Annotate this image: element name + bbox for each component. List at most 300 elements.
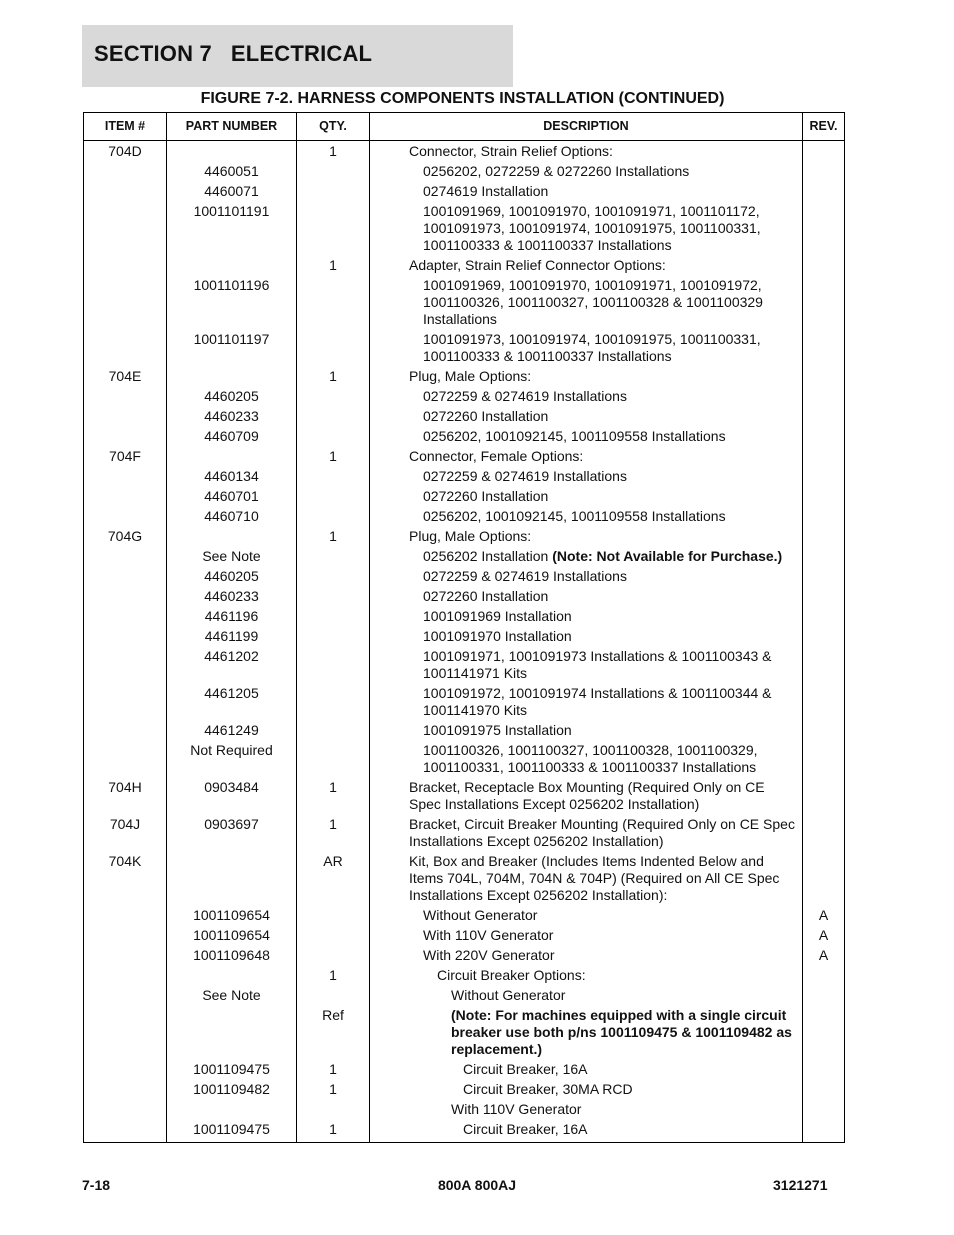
section-title: SECTION 7 ELECTRICAL [94, 41, 373, 66]
item-cell [84, 256, 167, 276]
description-text [372, 722, 800, 739]
item-cell [84, 587, 167, 607]
table-row [84, 587, 845, 607]
description-text [372, 648, 800, 682]
qty-cell [297, 162, 370, 182]
description-text [372, 628, 800, 645]
qty-cell [297, 587, 370, 607]
part-number-cell: 4460709 [167, 427, 297, 447]
description-text [372, 468, 800, 485]
qty-cell [297, 721, 370, 741]
description-cell [370, 966, 803, 986]
table-row [84, 141, 845, 163]
rev-cell: A [803, 946, 845, 966]
item-cell [84, 276, 167, 330]
description-cell [370, 926, 803, 946]
rev-cell [803, 182, 845, 202]
table-row [84, 276, 845, 330]
description-cell [370, 815, 803, 852]
table-row [84, 527, 845, 547]
qty-cell [297, 427, 370, 447]
table-row [84, 966, 845, 986]
part-number-cell: 0903697 [167, 815, 297, 852]
description-text [372, 947, 800, 964]
qty-cell [297, 684, 370, 721]
table-row [84, 1060, 845, 1080]
qty-cell [297, 906, 370, 926]
description-text [372, 1007, 800, 1058]
description-plain: 1001091973, 1001091974, 1001091975, 1001100331, 1001100333 & 1001100337 Installations [423, 331, 761, 364]
description-plain: 1001091972, 1001091974 Installations & 1001100344 & 1001141970 Kits [423, 685, 772, 718]
qty-cell: Ref [297, 1006, 370, 1060]
qty-cell [297, 946, 370, 966]
description-plain: Circuit Breaker, 16A [463, 1061, 588, 1077]
description-cell [370, 1006, 803, 1060]
description-cell [370, 627, 803, 647]
item-cell [84, 330, 167, 367]
table-row [84, 926, 845, 946]
qty-cell: 1 [297, 815, 370, 852]
qty-cell [297, 182, 370, 202]
description-cell [370, 330, 803, 367]
rev-cell [803, 276, 845, 330]
item-cell [84, 387, 167, 407]
item-cell [84, 1100, 167, 1120]
table-row [84, 627, 845, 647]
part-number-cell: Not Required [167, 741, 297, 778]
table-row [84, 684, 845, 721]
rev-cell [803, 330, 845, 367]
table-row [84, 1006, 845, 1060]
item-cell: 704G [84, 527, 167, 547]
qty-cell: AR [297, 852, 370, 906]
table-row [84, 162, 845, 182]
description-plain: 0256202, 0272259 & 0272260 Installations [423, 163, 690, 179]
table-row [84, 427, 845, 447]
item-cell [84, 906, 167, 926]
item-cell [84, 1006, 167, 1060]
item-cell [84, 1060, 167, 1080]
qty-cell: 1 [297, 141, 370, 163]
description-cell [370, 946, 803, 966]
rev-cell [803, 647, 845, 684]
model-label: 800A 800AJ [437, 1177, 517, 1193]
qty-cell [297, 1100, 370, 1120]
description-text [372, 927, 800, 944]
table-row [84, 741, 845, 778]
rev-cell [803, 1080, 845, 1100]
description-text [372, 588, 800, 605]
description-plain: 1001100326, 1001100327, 1001100328, 1001100329, 1001100331, 1001100333 & 1001100337 Installations [423, 742, 758, 775]
item-cell [84, 427, 167, 447]
description-cell [370, 276, 803, 330]
rev-cell [803, 141, 845, 163]
description-plain: 1001091969, 1001091970, 1001091971, 1001101172, 1001091973, 1001091974, 1001091975, 1001100331, 1001100333 & 1001100337 Installations [423, 203, 761, 253]
header-item: ITEM # [84, 113, 167, 141]
description-cell [370, 906, 803, 926]
description-cell [370, 447, 803, 467]
description-cell [370, 684, 803, 721]
item-cell [84, 202, 167, 256]
description-cell [370, 182, 803, 202]
rev-cell [803, 1120, 845, 1143]
description-text [372, 548, 800, 565]
rev-cell [803, 447, 845, 467]
qty-cell [297, 507, 370, 527]
qty-cell: 1 [297, 1060, 370, 1080]
table-row [84, 330, 845, 367]
section-banner [82, 25, 513, 87]
description-cell [370, 527, 803, 547]
header-qty: QTY. [297, 113, 370, 141]
description-plain: Kit, Box and Breaker (Includes Items Indented Below and Items 704L, 704M, 704N & 704P) (Required on All CE Spec Installations Except 0256202 Installation): [409, 853, 780, 903]
rev-cell [803, 256, 845, 276]
part-number-cell: See Note [167, 547, 297, 567]
qty-cell: 1 [297, 1080, 370, 1100]
rev-cell [803, 567, 845, 587]
table-row [84, 547, 845, 567]
part-number-cell: 4460051 [167, 162, 297, 182]
description-cell [370, 587, 803, 607]
description-plain: 0272259 & 0274619 Installations [423, 568, 627, 584]
rev-cell [803, 627, 845, 647]
qty-cell [297, 607, 370, 627]
table-row [84, 256, 845, 276]
qty-cell [297, 387, 370, 407]
description-plain: 1001091970 Installation [423, 628, 572, 644]
item-cell [84, 926, 167, 946]
description-cell [370, 1120, 803, 1143]
rev-cell [803, 1060, 845, 1080]
table-row [84, 815, 845, 852]
table-row [84, 407, 845, 427]
item-cell [84, 182, 167, 202]
description-text [372, 163, 800, 180]
item-cell: 704H [84, 778, 167, 815]
table-row [84, 778, 845, 815]
description-text [372, 183, 800, 200]
table-row [84, 487, 845, 507]
description-cell [370, 202, 803, 256]
rev-cell [803, 427, 845, 447]
description-plain: Adapter, Strain Relief Connector Options: [409, 257, 666, 273]
part-number-cell [167, 256, 297, 276]
description-cell [370, 162, 803, 182]
qty-cell [297, 276, 370, 330]
description-cell [370, 1080, 803, 1100]
item-cell [84, 487, 167, 507]
description-cell [370, 1060, 803, 1080]
item-cell [84, 684, 167, 721]
description-cell [370, 427, 803, 447]
item-cell [84, 946, 167, 966]
table-row [84, 367, 845, 387]
part-number-cell: 1001101196 [167, 276, 297, 330]
qty-cell [297, 986, 370, 1006]
rev-cell [803, 741, 845, 778]
table-row [84, 567, 845, 587]
description-plain: Circuit Breaker, 30MA RCD [463, 1081, 633, 1097]
part-number-cell: 1001109648 [167, 946, 297, 966]
rev-cell [803, 684, 845, 721]
item-cell: 704K [84, 852, 167, 906]
description-cell [370, 547, 803, 567]
qty-cell [297, 647, 370, 684]
description-plain: 0256202 Installation [423, 548, 553, 564]
table-row [84, 1080, 845, 1100]
item-cell [84, 986, 167, 1006]
description-cell [370, 741, 803, 778]
description-cell [370, 256, 803, 276]
part-number-cell: 4460233 [167, 587, 297, 607]
part-number-cell: 4460710 [167, 507, 297, 527]
item-cell [84, 1120, 167, 1143]
description-text [372, 528, 800, 545]
item-cell: 704J [84, 815, 167, 852]
part-number-cell: 1001109482 [167, 1080, 297, 1100]
part-number-cell: 0903484 [167, 778, 297, 815]
description-text [372, 368, 800, 385]
part-number-cell: 4461249 [167, 721, 297, 741]
description-cell [370, 407, 803, 427]
description-plain: Bracket, Receptacle Box Mounting (Required Only on CE Spec Installations Except 0256202 Installation) [409, 779, 765, 812]
table-row [84, 182, 845, 202]
description-text [372, 331, 800, 365]
item-cell [84, 607, 167, 627]
description-plain: Plug, Male Options: [409, 368, 532, 384]
part-number-cell: 1001101197 [167, 330, 297, 367]
header-part-number: PART NUMBER [167, 113, 297, 141]
qty-cell [297, 567, 370, 587]
description-cell [370, 387, 803, 407]
rev-cell [803, 587, 845, 607]
rev-cell [803, 487, 845, 507]
item-cell [84, 507, 167, 527]
item-cell [84, 567, 167, 587]
description-text [372, 685, 800, 719]
part-number-cell: 4461205 [167, 684, 297, 721]
rev-cell [803, 778, 845, 815]
qty-cell [297, 487, 370, 507]
description-cell [370, 852, 803, 906]
item-cell [84, 407, 167, 427]
item-cell [84, 1080, 167, 1100]
rev-cell [803, 986, 845, 1006]
description-cell [370, 487, 803, 507]
description-plain: 0274619 Installation [423, 183, 549, 199]
rev-cell [803, 852, 845, 906]
table-row [84, 986, 845, 1006]
part-number-cell [167, 527, 297, 547]
part-number-cell: 4460205 [167, 387, 297, 407]
qty-cell: 1 [297, 778, 370, 815]
table-row [84, 906, 845, 926]
item-cell [84, 467, 167, 487]
part-number-cell: 4460701 [167, 487, 297, 507]
rev-cell [803, 527, 845, 547]
rev-cell [803, 387, 845, 407]
rev-cell [803, 966, 845, 986]
qty-cell [297, 547, 370, 567]
description-text [372, 907, 800, 924]
qty-cell [297, 627, 370, 647]
rev-cell [803, 407, 845, 427]
qty-cell [297, 741, 370, 778]
item-cell [84, 966, 167, 986]
qty-cell: 1 [297, 256, 370, 276]
part-number-cell: 4460233 [167, 407, 297, 427]
description-cell [370, 507, 803, 527]
parts-table [83, 112, 845, 1143]
description-plain: 0272260 Installation [423, 488, 549, 504]
document-number: 3121271 [773, 1177, 828, 1193]
rev-cell [803, 1006, 845, 1060]
description-note: (Note: For machines equipped with a single circuit breaker use both p/ns 1001109475 & 1001109482 as replacement.) [451, 1007, 792, 1057]
description-plain: 0272259 & 0274619 Installations [423, 468, 627, 484]
rev-cell: A [803, 926, 845, 946]
qty-cell [297, 202, 370, 256]
table-header-row [84, 113, 845, 141]
description-text [372, 257, 800, 274]
item-cell: 704F [84, 447, 167, 467]
description-plain: 0272260 Installation [423, 588, 549, 604]
description-plain: 0256202, 1001092145, 1001109558 Installations [423, 428, 726, 444]
description-text [372, 508, 800, 525]
description-plain: 0256202, 1001092145, 1001109558 Installations [423, 508, 726, 524]
part-number-cell [167, 1006, 297, 1060]
table-row [84, 852, 845, 906]
description-cell [370, 721, 803, 741]
item-cell [84, 162, 167, 182]
description-cell [370, 647, 803, 684]
part-number-cell: 4460134 [167, 467, 297, 487]
rev-cell [803, 202, 845, 256]
item-cell [84, 547, 167, 567]
description-cell [370, 607, 803, 627]
description-plain: 1001091969, 1001091970, 1001091971, 1001091972, 1001100326, 1001100327, 1001100328 & 1001100329 Installations [423, 277, 763, 327]
description-text [372, 488, 800, 505]
qty-cell: 1 [297, 447, 370, 467]
description-plain: Circuit Breaker Options: [437, 967, 586, 983]
qty-cell: 1 [297, 367, 370, 387]
description-text [372, 853, 800, 904]
description-text [372, 568, 800, 585]
description-cell [370, 778, 803, 815]
qty-cell: 1 [297, 966, 370, 986]
part-number-cell: 4460205 [167, 567, 297, 587]
description-text [372, 1081, 800, 1098]
rev-cell [803, 607, 845, 627]
table-row [84, 387, 845, 407]
description-text [372, 816, 800, 850]
table-row [84, 946, 845, 966]
figure-title: FIGURE 7-2. HARNESS COMPONENTS INSTALLATION (CONTINUED) [200, 90, 725, 107]
item-cell: 704D [84, 141, 167, 163]
description-plain: Without Generator [451, 987, 566, 1003]
table-row [84, 507, 845, 527]
part-number-cell [167, 852, 297, 906]
description-plain: With 110V Generator [451, 1101, 582, 1117]
description-plain: 1001091971, 1001091973 Installations & 1001100343 & 1001141971 Kits [423, 648, 772, 681]
description-text [372, 1101, 800, 1118]
description-text [372, 143, 800, 160]
description-text [372, 742, 800, 776]
part-number-cell: 1001109654 [167, 906, 297, 926]
description-plain: With 220V Generator [423, 947, 555, 963]
header-rev: REV. [803, 113, 845, 141]
description-plain: 1001091975 Installation [423, 722, 572, 738]
rev-cell: A [803, 906, 845, 926]
description-text [372, 1061, 800, 1078]
qty-cell: 1 [297, 1120, 370, 1143]
rev-cell [803, 162, 845, 182]
part-number-cell: 1001109654 [167, 926, 297, 946]
table-row [84, 721, 845, 741]
description-cell [370, 141, 803, 163]
table-row [84, 467, 845, 487]
description-plain: With 110V Generator [423, 927, 554, 943]
part-number-cell [167, 966, 297, 986]
description-cell [370, 367, 803, 387]
table-row [84, 1100, 845, 1120]
description-plain: Without Generator [423, 907, 538, 923]
description-text [372, 967, 800, 984]
item-cell [84, 627, 167, 647]
rev-cell [803, 507, 845, 527]
part-number-cell: 1001109475 [167, 1120, 297, 1143]
description-cell [370, 986, 803, 1006]
rev-cell [803, 1100, 845, 1120]
part-number-cell: 4461199 [167, 627, 297, 647]
description-cell [370, 1100, 803, 1120]
description-text [372, 608, 800, 625]
description-plain: 0272260 Installation [423, 408, 549, 424]
part-number-cell: 4461202 [167, 647, 297, 684]
part-number-cell: 1001109475 [167, 1060, 297, 1080]
part-number-cell [167, 1100, 297, 1120]
table-row [84, 607, 845, 627]
rev-cell [803, 721, 845, 741]
qty-cell [297, 926, 370, 946]
description-plain: Plug, Male Options: [409, 528, 532, 544]
qty-cell [297, 330, 370, 367]
part-number-cell: 4460071 [167, 182, 297, 202]
rev-cell [803, 547, 845, 567]
part-number-cell [167, 447, 297, 467]
table-row [84, 1120, 845, 1143]
item-cell [84, 741, 167, 778]
description-plain: 1001091969 Installation [423, 608, 572, 624]
description-plain: Connector, Female Options: [409, 448, 584, 464]
description-text [372, 277, 800, 328]
rev-cell [803, 467, 845, 487]
qty-cell [297, 467, 370, 487]
description-cell [370, 467, 803, 487]
description-text [372, 779, 800, 813]
rev-cell [803, 367, 845, 387]
description-plain: Circuit Breaker, 16A [463, 1121, 588, 1137]
part-number-cell [167, 367, 297, 387]
page-number: 7-18 [82, 1177, 111, 1193]
description-plain: Connector, Strain Relief Options: [409, 143, 613, 159]
qty-cell: 1 [297, 527, 370, 547]
description-plain: Bracket, Circuit Breaker Mounting (Required Only on CE Spec Installations Except 0256202 Installation) [409, 816, 795, 849]
item-cell: 704E [84, 367, 167, 387]
description-text [372, 428, 800, 445]
description-text [372, 448, 800, 465]
rev-cell [803, 815, 845, 852]
description-text [372, 408, 800, 425]
